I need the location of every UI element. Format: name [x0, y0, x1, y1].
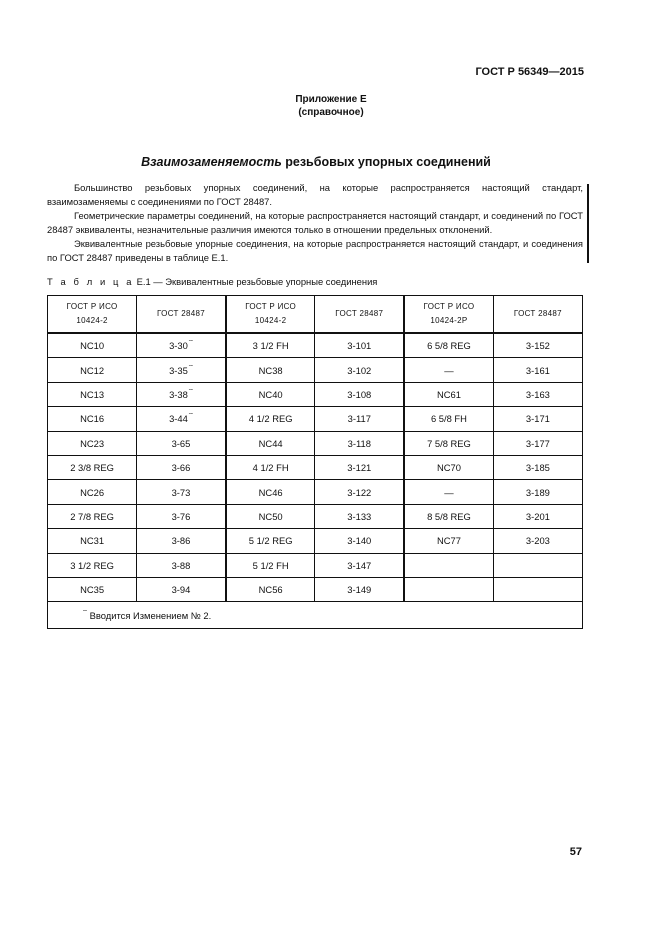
- section-title-rest: резьбовых упорных соединений: [281, 155, 491, 169]
- equivalence-table: [47, 295, 583, 629]
- header-cell: ГОСТ 28487: [137, 296, 226, 334]
- table-cell: 3-149: [315, 577, 404, 601]
- table-cell: 3-203: [493, 529, 582, 553]
- table-footnote: [48, 602, 583, 629]
- table-caption-text: Е.1 — Эквивалентные резьбовые упорные соединения: [134, 276, 378, 287]
- table-cell: 3-147: [315, 553, 404, 577]
- footnote-marker: ˇˇ: [188, 414, 193, 421]
- table-cell: —: [404, 480, 493, 504]
- table-cell: 7 5/8 REG: [404, 431, 493, 455]
- footnote-marker: ˇˇ: [188, 341, 193, 348]
- paragraph: Эквивалентные резьбовые упорные соединения, на которые распространяется настоящий стандарт, и соединения по ГОСТ 28487 приведены в таблице Е.1.: [47, 238, 583, 263]
- paragraph: Большинство резьбовых упорных соединений, на которые распространяется настоящий стандарт, взаимозаменяемы с соединениями по ГОСТ 28487.: [47, 182, 583, 207]
- annex-heading: [0, 93, 662, 119]
- table-row: [48, 382, 583, 406]
- table-cell: 2 3/8 REG: [48, 455, 137, 479]
- table-cell: 3-101: [315, 333, 404, 358]
- table-cell: $3-35^{ˇˇ}$: [137, 358, 226, 382]
- table-cell: 3-177: [493, 431, 582, 455]
- table-cell: NC12: [48, 358, 137, 382]
- table-row: [48, 431, 583, 455]
- paragraph: Геометрические параметры соединений, на которые распространяется настоящий стандарт, и соединений по ГОСТ 28487 эквиваленты, незначительные различия имеются только в отношении предельных отклонений.: [47, 210, 583, 235]
- table-row: [48, 333, 583, 358]
- header-cell: ГОСТ 28487: [493, 296, 582, 334]
- header-cell: ГОСТ Р ИСО 10424-2Р: [404, 296, 493, 334]
- table-cell: 3-133: [315, 504, 404, 528]
- table-cell: 3-185: [493, 455, 582, 479]
- table-row: [48, 455, 583, 479]
- table-row: [48, 577, 583, 601]
- table-cell: 4 1/2 REG: [226, 407, 315, 431]
- table-cell: 3-94: [137, 577, 226, 601]
- footnote-text: Вводится Изменением № 2.: [87, 609, 212, 621]
- document-header: ГОСТ Р 56349—2015: [475, 66, 584, 78]
- table-cell: —: [404, 358, 493, 382]
- table-cell: 5 1/2 REG: [226, 529, 315, 553]
- table-row: [48, 504, 583, 528]
- table-cell: $3-44^{ˇˇ}$: [137, 407, 226, 431]
- table-cell: 3-163: [493, 382, 582, 406]
- table-cell: 6 5/8 REG: [404, 333, 493, 358]
- table-cell: NC70: [404, 455, 493, 479]
- footnote-marker: ˇˇ: [188, 389, 193, 396]
- table-cell: 4 1/2 FH: [226, 455, 315, 479]
- table-cell: 3-171: [493, 407, 582, 431]
- table-cell: NC38: [226, 358, 315, 382]
- table-row: [48, 407, 583, 431]
- table-cell: 3-86: [137, 529, 226, 553]
- table-cell: NC31: [48, 529, 137, 553]
- table-cell: NC13: [48, 382, 137, 406]
- table-cell: NC40: [226, 382, 315, 406]
- table-cell: 3-73: [137, 480, 226, 504]
- table-cell: 3-76: [137, 504, 226, 528]
- annex-subtitle: (справочное): [298, 107, 364, 118]
- table-cell: 3-121: [315, 455, 404, 479]
- header-cell: ГОСТ 28487: [315, 296, 404, 334]
- table-cell: NC50: [226, 504, 315, 528]
- header-cell: ГОСТ Р ИСО 10424-2: [48, 296, 137, 334]
- table-cell: 5 1/2 FH: [226, 553, 315, 577]
- table-cell: 3-118: [315, 431, 404, 455]
- body-text: [47, 181, 583, 265]
- table-cell: 6 5/8 FH: [404, 407, 493, 431]
- table-cell: 3 1/2 FH: [226, 333, 315, 358]
- table-cell: 3-140: [315, 529, 404, 553]
- table-cell: [404, 553, 493, 577]
- table-caption-prefix: Т а б л и ц а: [47, 276, 135, 287]
- page-number: 57: [569, 846, 582, 858]
- table-cell: 3-152: [493, 333, 582, 358]
- table-cell: NC26: [48, 480, 137, 504]
- table-cell: NC46: [226, 480, 315, 504]
- table-cell: 3-88: [137, 553, 226, 577]
- table-cell: 3-201: [493, 504, 582, 528]
- header-cell: ГОСТ Р ИСО 10424-2: [226, 296, 315, 334]
- table-cell: 3-108: [315, 382, 404, 406]
- table-cell: $3-30^{ˇˇ}$: [137, 333, 226, 358]
- table-cell: [404, 577, 493, 601]
- table-cell: 3-102: [315, 358, 404, 382]
- table-cell: 3-122: [315, 480, 404, 504]
- table-row: [48, 553, 583, 577]
- table-cell: 2 7/8 REG: [48, 504, 137, 528]
- table-cell: [493, 577, 582, 601]
- table-cell: 3 1/2 REG: [48, 553, 137, 577]
- table-cell: 3-189: [493, 480, 582, 504]
- table-cell: NC35: [48, 577, 137, 601]
- table-cell: NC44: [226, 431, 315, 455]
- table-cell: [493, 553, 582, 577]
- table-cell: NC56: [226, 577, 315, 601]
- table-caption: [47, 276, 377, 287]
- section-title: [0, 155, 632, 169]
- table-row: [48, 529, 583, 553]
- table-cell: NC61: [404, 382, 493, 406]
- table-cell: NC23: [48, 431, 137, 455]
- table-cell: 3-65: [137, 431, 226, 455]
- table-cell: NC16: [48, 407, 137, 431]
- table-cell: NC77: [404, 529, 493, 553]
- table-row: [48, 480, 583, 504]
- table-cell: $3-38^{ˇˇ}$: [137, 382, 226, 406]
- table-row: [48, 358, 583, 382]
- section-title-italic: Взаимозаменяемость: [141, 155, 282, 169]
- table-body: [48, 333, 583, 602]
- table-cell: 3-161: [493, 358, 582, 382]
- annex-title: Приложение Е: [295, 94, 367, 105]
- table-footnote-row: [48, 602, 583, 629]
- table-cell: 3-66: [137, 455, 226, 479]
- footnote-marker: ˇˇ: [83, 610, 87, 617]
- footnote-marker: ˇˇ: [188, 365, 193, 372]
- table-cell: 8 5/8 REG: [404, 504, 493, 528]
- table-header-row: [48, 296, 583, 334]
- table-cell: 3-117: [315, 407, 404, 431]
- table-cell: NC10: [48, 333, 137, 358]
- revision-bar: [587, 184, 589, 263]
